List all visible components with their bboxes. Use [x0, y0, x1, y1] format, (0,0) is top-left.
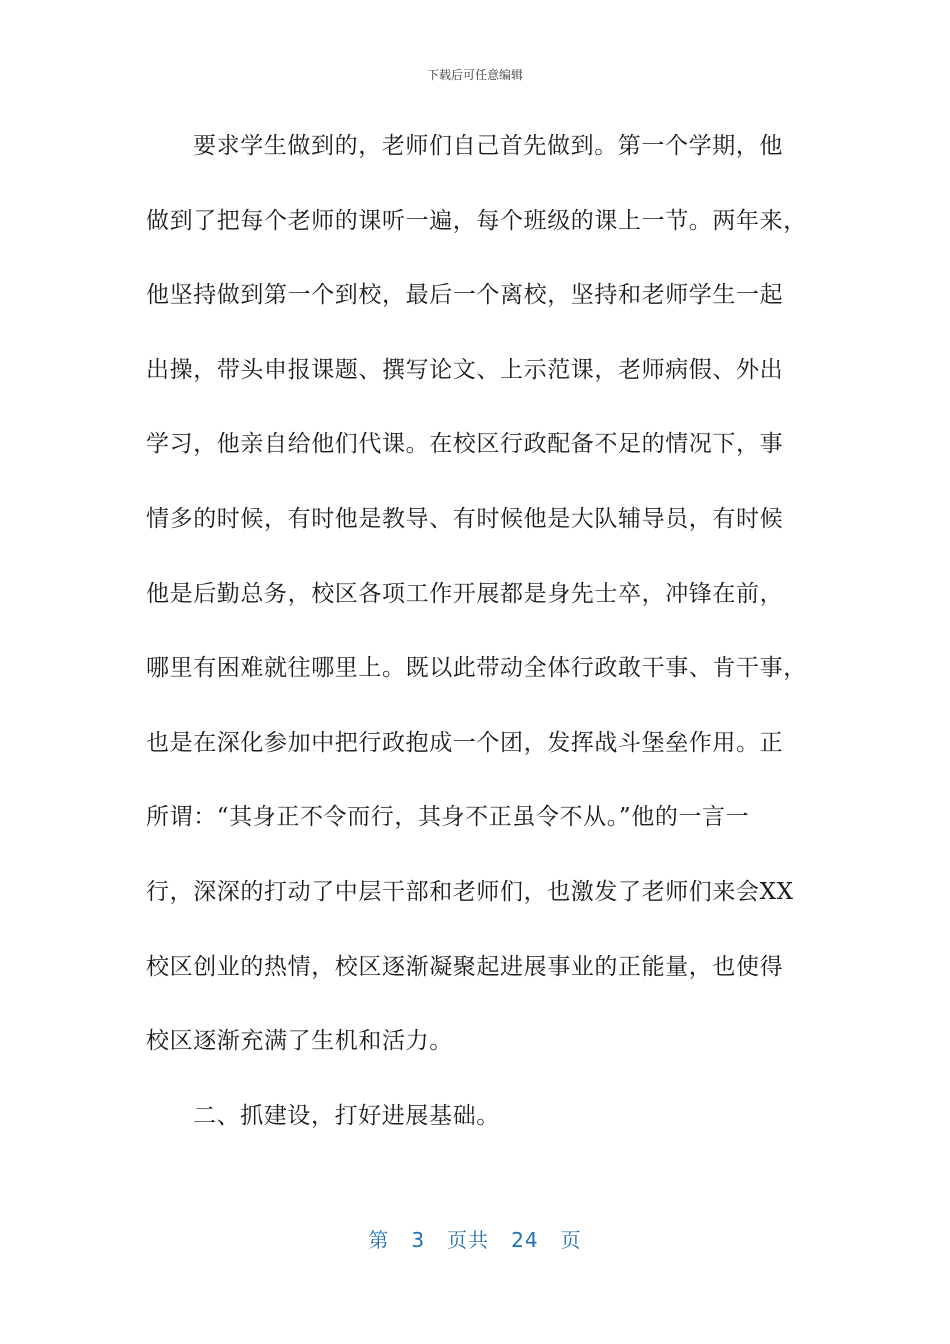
paragraph-line: 校区创业的热情，校区逐渐凝聚起进展事业的正能量，也使得: [146, 953, 784, 980]
paragraph-line: 行，深深的打动了中层干部和老师们，也激发了老师们来会XX: [146, 878, 794, 905]
paragraph-line: 校区逐渐充满了生机和活力。: [146, 1028, 453, 1055]
section-heading: 二、抓建设，打好进展基础。: [193, 1102, 500, 1129]
total-page-count: 24: [511, 1228, 539, 1252]
paragraph-line: 做到了把每个老师的课听一遍，每个班级的课上一节。两年来，: [146, 207, 807, 234]
paragraph-line: 他是后勤总务，校区各项工作开展都是身先士卒，冲锋在前，: [146, 580, 784, 607]
paragraph-line: 哪里有困难就往哪里上。既以此带动全体行政敢干事、肯干事，: [146, 655, 807, 682]
footer-prefix: 第: [368, 1228, 390, 1252]
current-page-number: 3: [411, 1228, 426, 1252]
paragraph-line: 学习，他亲自给他们代课。在校区行政配备不足的情况下，事: [146, 431, 784, 458]
paragraph-line: 所谓：“其身正不令而行，其身不正虽令不从。”他的一言一: [146, 804, 750, 831]
paragraph-line: 要求学生做到的，老师们自己首先做到。第一个学期，他: [193, 133, 783, 159]
paragraph-line: 他坚持做到第一个到校，最后一个离校，坚持和老师学生一起: [146, 282, 784, 309]
document-body: [146, 120, 806, 1164]
page-footer: [0, 1224, 950, 1253]
paragraph-line: 情多的时候，有时他是教导、有时候他是大队辅导员，有时候: [146, 505, 784, 532]
page-header: 下载后可任意编辑: [426, 68, 523, 82]
paragraph-line: 出操，带头申报课题、撰写论文、上示范课，老师病假、外出: [146, 356, 784, 383]
footer-middle: 页共: [447, 1228, 490, 1252]
paragraph-line: 也是在深化参加中把行政抱成一个团，发挥战斗堡垒作用。正: [146, 729, 784, 756]
footer-suffix: 页: [560, 1228, 582, 1252]
